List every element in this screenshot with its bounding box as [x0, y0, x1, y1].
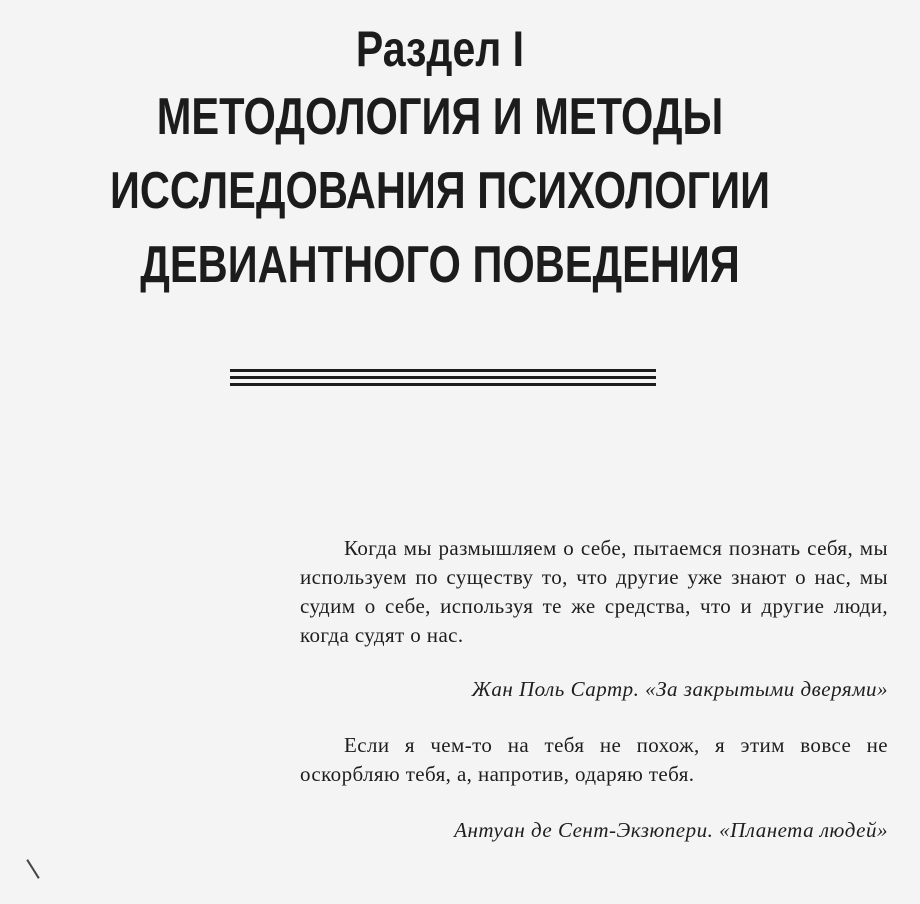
title-line-2: ИССЛЕДОВАНИЯ ПСИХОЛОГИИ	[109, 162, 771, 220]
epigraphs	[300, 534, 888, 845]
scan-mark	[26, 859, 39, 879]
epigraph-author-2: Антуан де Сент-Экзюпери. «Планета людей»	[454, 818, 888, 842]
epigraph-text-1: Когда мы размышляем о себе, пытаемся познать себя, мы используем по существу то, что другие уже знают о нас, мы судим о себе, используя те же средства, что и другие люди, когда судят о нас.	[300, 536, 888, 647]
divider-rule-bottom	[230, 383, 656, 386]
section-label: Раздел I	[355, 21, 525, 77]
section-heading	[0, 18, 880, 302]
divider-rule-top	[230, 369, 656, 372]
title-line-1: МЕТОДОЛОГИЯ И МЕТОДЫ	[156, 88, 724, 146]
title-line-3: ДЕВИАНТНОГО ПОВЕДЕНИЯ	[140, 236, 740, 294]
divider-rule-middle	[230, 376, 656, 379]
epigraph-author-1: Жан Поль Сартр. «За закрытыми дверями»	[471, 677, 888, 701]
epigraph-text-2: Если я чем-то на тебя не похож, я этим вовсе не оскорбляю тебя, а, напротив, одаряю тебя.	[300, 733, 888, 786]
